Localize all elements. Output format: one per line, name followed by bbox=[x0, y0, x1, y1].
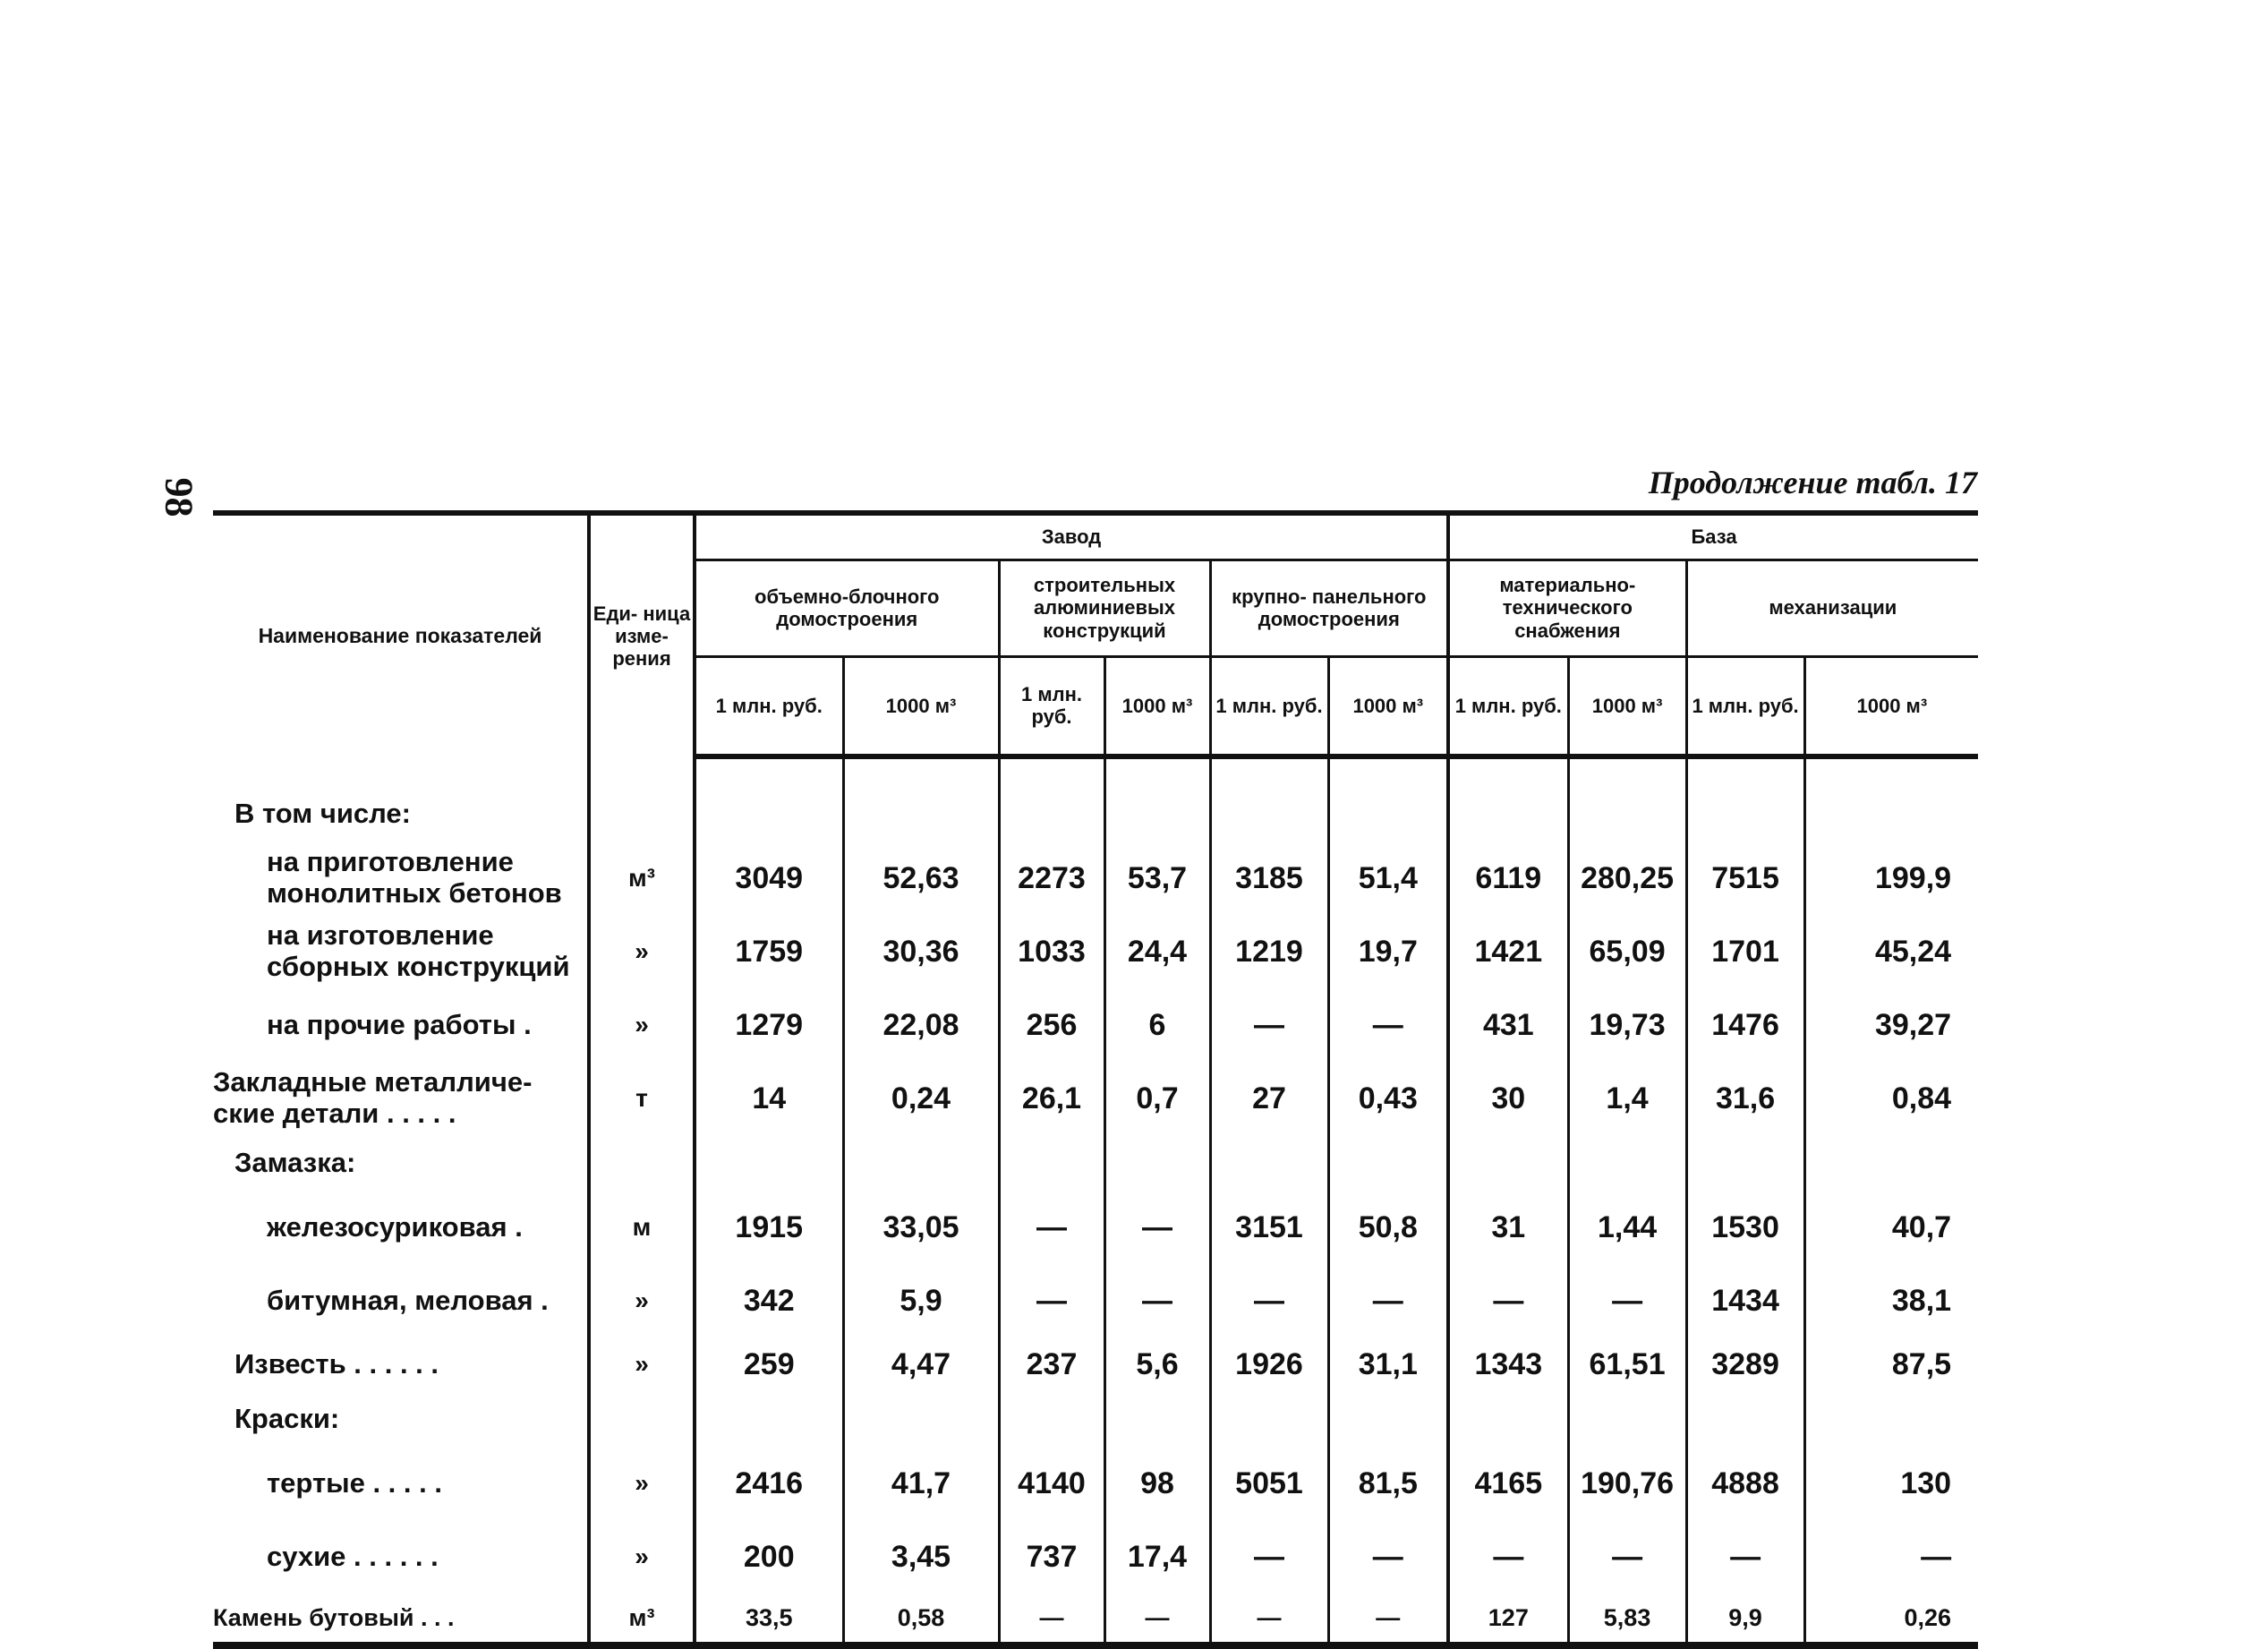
row-name-cell: Краски: bbox=[234, 1402, 340, 1434]
row-name-cell: на изготовление сборных конструкций bbox=[267, 919, 570, 982]
header-sub-large-panel: крупно- панельного домостроения bbox=[1210, 560, 1448, 656]
row-value-cell: 3049 bbox=[695, 842, 843, 915]
spacer-cell bbox=[999, 756, 1104, 786]
row-value-cell: 200 bbox=[695, 1520, 843, 1593]
row-value-cell: 1,4 bbox=[1568, 1062, 1686, 1135]
row-value-cell: 190,76 bbox=[1568, 1447, 1686, 1520]
row-value-cell: 14 bbox=[695, 1062, 843, 1135]
data-table-wrapper bbox=[213, 510, 1978, 1649]
row-value-cell: — bbox=[1328, 988, 1448, 1062]
row-value-cell: 31 bbox=[1448, 1191, 1568, 1264]
row-value-cell: — bbox=[1568, 1264, 1686, 1337]
row-unit-cell: » bbox=[589, 988, 695, 1062]
header-unit-mln-rub: 1 млн. руб. bbox=[999, 656, 1104, 756]
row-value-cell bbox=[1568, 786, 1686, 842]
row-value-cell: — bbox=[1568, 1520, 1686, 1593]
row-value-cell: 81,5 bbox=[1328, 1447, 1448, 1520]
row-value-cell: — bbox=[1686, 1520, 1804, 1593]
row-value-cell: 61,51 bbox=[1568, 1337, 1686, 1391]
row-value-cell: 5,9 bbox=[843, 1264, 999, 1337]
table-row bbox=[213, 786, 1978, 842]
table-header bbox=[213, 513, 1978, 756]
row-value-cell bbox=[1328, 1135, 1448, 1191]
header-group-zavod: Завод bbox=[695, 513, 1448, 560]
row-value-cell: 98 bbox=[1104, 1447, 1210, 1520]
row-name-cell: сухие . . . . . . bbox=[267, 1540, 439, 1572]
row-value-cell: 3,45 bbox=[843, 1520, 999, 1593]
row-value-cell: 45,24 bbox=[1804, 915, 1978, 988]
row-value-cell bbox=[1328, 1391, 1448, 1447]
row-value-cell: 4888 bbox=[1686, 1447, 1804, 1520]
row-value-cell: 431 bbox=[1448, 988, 1568, 1062]
row-value-cell: — bbox=[1104, 1593, 1210, 1645]
row-value-cell: 1915 bbox=[695, 1191, 843, 1264]
row-value-cell: 3185 bbox=[1210, 842, 1328, 915]
header-sub-supply: материально- технического снабжения bbox=[1448, 560, 1686, 656]
row-value-cell: 7515 bbox=[1686, 842, 1804, 915]
header-unit-1000-m3: 1000 м³ bbox=[1328, 656, 1448, 756]
row-value-cell: 38,1 bbox=[1804, 1264, 1978, 1337]
row-value-cell: 27 bbox=[1210, 1062, 1328, 1135]
row-value-cell: 41,7 bbox=[843, 1447, 999, 1520]
row-name-cell: железосуриковая . bbox=[267, 1210, 523, 1243]
spacer-cell bbox=[1210, 756, 1328, 786]
table-row bbox=[213, 1062, 1978, 1135]
row-value-cell bbox=[1210, 786, 1328, 842]
header-name-column: Наименование показателей bbox=[213, 513, 589, 756]
row-unit-cell: » bbox=[589, 1447, 695, 1520]
row-value-cell: 1421 bbox=[1448, 915, 1568, 988]
row-value-cell: 2273 bbox=[999, 842, 1104, 915]
row-value-cell: 1219 bbox=[1210, 915, 1328, 988]
row-value-cell: 4140 bbox=[999, 1447, 1104, 1520]
row-value-cell bbox=[1448, 786, 1568, 842]
row-value-cell bbox=[695, 1391, 843, 1447]
row-value-cell: 0,58 bbox=[843, 1593, 999, 1645]
row-value-cell: — bbox=[1448, 1264, 1568, 1337]
header-unit-mln-rub: 1 млн. руб. bbox=[695, 656, 843, 756]
row-value-cell: 5,6 bbox=[1104, 1337, 1210, 1391]
spacer-cell bbox=[213, 756, 589, 786]
row-name-cell: тертые . . . . . bbox=[267, 1466, 442, 1499]
row-value-cell: 342 bbox=[695, 1264, 843, 1337]
row-value-cell: 4,47 bbox=[843, 1337, 999, 1391]
row-value-cell: 53,7 bbox=[1104, 842, 1210, 915]
row-value-cell: 6 bbox=[1104, 988, 1210, 1062]
table-row bbox=[213, 1593, 1978, 1645]
row-value-cell bbox=[1448, 1135, 1568, 1191]
row-value-cell: 1033 bbox=[999, 915, 1104, 988]
spacer-cell bbox=[1448, 756, 1568, 786]
row-value-cell: 17,4 bbox=[1104, 1520, 1210, 1593]
row-name-cell: В том числе: bbox=[234, 797, 411, 829]
row-value-cell bbox=[1210, 1135, 1328, 1191]
header-group-baza: База bbox=[1448, 513, 1978, 560]
row-value-cell: 33,05 bbox=[843, 1191, 999, 1264]
row-value-cell: 0,26 bbox=[1804, 1593, 1978, 1645]
row-value-cell: 22,08 bbox=[843, 988, 999, 1062]
row-value-cell: 1926 bbox=[1210, 1337, 1328, 1391]
spacer-cell bbox=[1568, 756, 1686, 786]
row-value-cell bbox=[1804, 1135, 1978, 1191]
spacer-cell bbox=[589, 756, 695, 786]
header-unit-mln-rub: 1 млн. руб. bbox=[1210, 656, 1328, 756]
row-value-cell: — bbox=[999, 1264, 1104, 1337]
data-table bbox=[213, 510, 1978, 1649]
row-value-cell: — bbox=[1328, 1264, 1448, 1337]
row-unit-cell: » bbox=[589, 1337, 695, 1391]
row-unit-cell: т bbox=[589, 1062, 695, 1135]
row-value-cell bbox=[1568, 1135, 1686, 1191]
header-sub-aluminium: строительных алюминиевых конструкций bbox=[999, 560, 1210, 656]
row-value-cell: — bbox=[1210, 1593, 1328, 1645]
row-value-cell: 237 bbox=[999, 1337, 1104, 1391]
row-value-cell: 87,5 bbox=[1804, 1337, 1978, 1391]
row-value-cell bbox=[1568, 1391, 1686, 1447]
table-body bbox=[213, 756, 1978, 1645]
table-row bbox=[213, 1264, 1978, 1337]
row-value-cell: 24,4 bbox=[1104, 915, 1210, 988]
spacer-cell bbox=[1686, 756, 1804, 786]
row-value-cell: 1434 bbox=[1686, 1264, 1804, 1337]
table-row bbox=[213, 1391, 1978, 1447]
table-row bbox=[213, 842, 1978, 915]
row-value-cell: 1279 bbox=[695, 988, 843, 1062]
row-value-cell bbox=[1104, 1135, 1210, 1191]
row-unit-cell: » bbox=[589, 1264, 695, 1337]
row-value-cell: 3289 bbox=[1686, 1337, 1804, 1391]
row-value-cell: 26,1 bbox=[999, 1062, 1104, 1135]
row-name-cell: битумная, меловая . bbox=[267, 1284, 549, 1316]
table-row bbox=[213, 915, 1978, 988]
row-value-cell: 1701 bbox=[1686, 915, 1804, 988]
row-value-cell: 5,83 bbox=[1568, 1593, 1686, 1645]
row-value-cell: — bbox=[1328, 1520, 1448, 1593]
spacer-cell bbox=[1104, 756, 1210, 786]
spacer-cell bbox=[695, 756, 843, 786]
row-unit-cell: » bbox=[589, 915, 695, 988]
row-value-cell: 0,24 bbox=[843, 1062, 999, 1135]
row-value-cell: 39,27 bbox=[1804, 988, 1978, 1062]
row-value-cell: 0,84 bbox=[1804, 1062, 1978, 1135]
row-value-cell bbox=[843, 786, 999, 842]
table-row bbox=[213, 1337, 1978, 1391]
row-value-cell bbox=[1104, 786, 1210, 842]
header-sub-volume-block: объемно-блочного домостроения bbox=[695, 560, 999, 656]
row-value-cell: 6119 bbox=[1448, 842, 1568, 915]
row-unit-cell bbox=[589, 1135, 695, 1191]
header-unit-1000-m3: 1000 м³ bbox=[1568, 656, 1686, 756]
row-value-cell bbox=[999, 1391, 1104, 1447]
row-unit-cell: м bbox=[589, 1191, 695, 1264]
row-value-cell: 19,7 bbox=[1328, 915, 1448, 988]
row-value-cell bbox=[1804, 786, 1978, 842]
spacer-cell bbox=[1804, 756, 1978, 786]
table-caption: Продолжение табл. 17 bbox=[1648, 465, 1977, 500]
row-value-cell: 65,09 bbox=[1568, 915, 1686, 988]
row-value-cell: — bbox=[1210, 988, 1328, 1062]
header-unit-mln-rub: 1 млн. руб. bbox=[1448, 656, 1568, 756]
header-unit-1000-m3: 1000 м³ bbox=[843, 656, 999, 756]
row-value-cell: 199,9 bbox=[1804, 842, 1978, 915]
row-value-cell: 5051 bbox=[1210, 1447, 1328, 1520]
row-value-cell bbox=[1328, 786, 1448, 842]
row-value-cell: — bbox=[1104, 1191, 1210, 1264]
row-value-cell bbox=[999, 786, 1104, 842]
row-value-cell: 259 bbox=[695, 1337, 843, 1391]
row-value-cell bbox=[695, 1135, 843, 1191]
spacer-cell bbox=[843, 756, 999, 786]
row-unit-cell: м³ bbox=[589, 1593, 695, 1645]
table-row bbox=[213, 1135, 1978, 1191]
row-value-cell: 127 bbox=[1448, 1593, 1568, 1645]
row-value-cell: — bbox=[1804, 1520, 1978, 1593]
row-value-cell: 51,4 bbox=[1328, 842, 1448, 915]
row-value-cell: 30 bbox=[1448, 1062, 1568, 1135]
row-value-cell: 1530 bbox=[1686, 1191, 1804, 1264]
row-value-cell: 3151 bbox=[1210, 1191, 1328, 1264]
table-row bbox=[213, 1191, 1978, 1264]
row-value-cell: 9,9 bbox=[1686, 1593, 1804, 1645]
row-unit-cell: » bbox=[589, 1520, 695, 1593]
row-value-cell: 280,25 bbox=[1568, 842, 1686, 915]
row-name-cell: Известь . . . . . . bbox=[234, 1347, 439, 1380]
row-value-cell: 30,36 bbox=[843, 915, 999, 988]
row-value-cell: — bbox=[999, 1191, 1104, 1264]
row-name-cell: на приготовление монолитных бетонов bbox=[267, 846, 562, 909]
table-row bbox=[213, 1520, 1978, 1593]
row-value-cell: 40,7 bbox=[1804, 1191, 1978, 1264]
row-value-cell: 256 bbox=[999, 988, 1104, 1062]
table-row bbox=[213, 1447, 1978, 1520]
row-value-cell: — bbox=[999, 1593, 1104, 1645]
row-value-cell bbox=[1104, 1391, 1210, 1447]
row-value-cell bbox=[843, 1135, 999, 1191]
spacer-row bbox=[213, 756, 1978, 786]
row-value-cell bbox=[1804, 1391, 1978, 1447]
row-value-cell: 1,44 bbox=[1568, 1191, 1686, 1264]
row-value-cell bbox=[1686, 1391, 1804, 1447]
row-value-cell bbox=[1210, 1391, 1328, 1447]
row-value-cell: 31,6 bbox=[1686, 1062, 1804, 1135]
spacer-cell bbox=[1328, 756, 1448, 786]
table-row bbox=[213, 988, 1978, 1062]
row-value-cell bbox=[843, 1391, 999, 1447]
row-value-cell bbox=[695, 786, 843, 842]
page-number: 98 bbox=[157, 477, 201, 517]
row-value-cell bbox=[999, 1135, 1104, 1191]
row-value-cell: 1343 bbox=[1448, 1337, 1568, 1391]
row-value-cell: 1476 bbox=[1686, 988, 1804, 1062]
row-name-cell: Закладные металличе- ские детали . . . . . bbox=[213, 1066, 533, 1129]
row-value-cell: 4165 bbox=[1448, 1447, 1568, 1520]
row-unit-cell bbox=[589, 1391, 695, 1447]
row-value-cell: 50,8 bbox=[1328, 1191, 1448, 1264]
row-name-cell: Замазка: bbox=[234, 1146, 356, 1178]
header-sub-mechanization: механизации bbox=[1686, 560, 1978, 656]
row-value-cell: 31,1 bbox=[1328, 1337, 1448, 1391]
row-name-cell: Камень бутовый . . . bbox=[213, 1593, 589, 1645]
row-value-cell: — bbox=[1210, 1520, 1328, 1593]
row-value-cell: 0,43 bbox=[1328, 1062, 1448, 1135]
row-value-cell: 737 bbox=[999, 1520, 1104, 1593]
header-unit-column: Еди- ница изме- рения bbox=[589, 513, 695, 756]
row-value-cell: — bbox=[1104, 1264, 1210, 1337]
row-value-cell: 130 bbox=[1804, 1447, 1978, 1520]
row-name-cell: на прочие работы . bbox=[267, 1008, 532, 1040]
row-value-cell bbox=[1686, 786, 1804, 842]
row-value-cell: 52,63 bbox=[843, 842, 999, 915]
row-value-cell: — bbox=[1448, 1520, 1568, 1593]
row-value-cell bbox=[1686, 1135, 1804, 1191]
row-value-cell: 2416 bbox=[695, 1447, 843, 1520]
row-unit-cell bbox=[589, 786, 695, 842]
row-value-cell: 19,73 bbox=[1568, 988, 1686, 1062]
row-value-cell bbox=[1448, 1391, 1568, 1447]
header-unit-mln-rub: 1 млн. руб. bbox=[1686, 656, 1804, 756]
row-value-cell: — bbox=[1210, 1264, 1328, 1337]
row-value-cell: 0,7 bbox=[1104, 1062, 1210, 1135]
header-unit-1000-m3: 1000 м³ bbox=[1104, 656, 1210, 756]
row-value-cell: 1759 bbox=[695, 915, 843, 988]
row-value-cell: — bbox=[1328, 1593, 1448, 1645]
header-unit-1000-m3: 1000 м³ bbox=[1804, 656, 1978, 756]
row-unit-cell: м³ bbox=[589, 842, 695, 915]
row-value-cell: 33,5 bbox=[695, 1593, 843, 1645]
